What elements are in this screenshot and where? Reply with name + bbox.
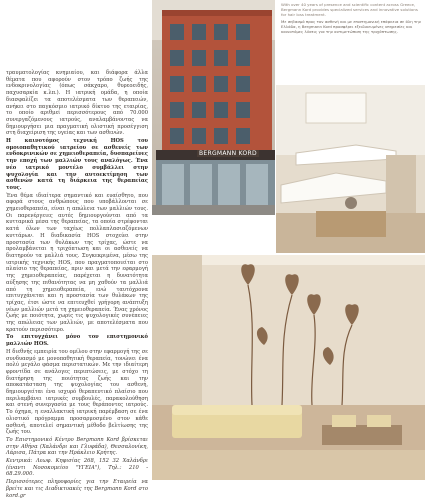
article-column: [6, 70, 148, 500]
building-illustration: [152, 0, 275, 215]
contact-line-1: Το Επιστημονικό Κέντρο Bergmann Kord βρίσκεται στην Αθήνα (Χαλάνδρι και Γλυφάδα), Θεσσαλονίκη, Λάρισα, Πάτρα και την Ηράκλειο Κρήτης.: [6, 436, 148, 457]
article-paragraph-end: Η διεθνής εμπειρία του ομίλου στην εφαρμογή της σε συνδυασμό με μονοπαθητική θεραπεία, τονώνει ένα πολύ μεγάλο φάσμα περιστατικών. Με την ιδιαίτερη φροντίδα σε ανάλογες περιπτώσεις, με στόχο τη διατήρηση της ποιότητας ζωής και την αποκατάσταση της ψυχολογίας του ασθενή, δημιουργείται ένα ισχυρό θεραπευτικό πλαίσιο που περιλαμβάνει ιατρικές συμβουλές, παρακολούθηση και στενή συνεργασία με τους θεράποντες ιατρούς. Το όχημα, η εναλλακτική ιατρική παρέμβαση σε ένα ολιστικό πρόγραμμα προσαρμοσμένο στον κάθε ασθενή, αποτελεί σημαντική μέθοδο βελτίωσης της ζωής του.: [6, 348, 148, 436]
article-paragraph-main: Ένα θέμα ιδιαίτερα σημαντικό και ευαίσθητο, που αφορά στους ανθρώπους που υποβάλλονται σε χημειοθεραπεία, είναι η απώλεια των μαλλιών τους. Οι παρενέργειες αυτές δημιουργούνται από τα κυτταρικά μέσα της θεραπείας, τα οποία στρέφονται κατά όλων των ταχέως πολλαπλασιαζόμενων κυττάρων. Η διαδικασία HOS στοχεύει στην προστασία των θυλάκων της τρίχας, ώστε να προλαμβάνεται η τριχόπτωση και οι ασθενείς να διατηρούν τα μαλλιά τους. Συγκεκριμένα, μέσω της ιατρικής τεχνικής HOS, που πραγματοποιείται στο πλαίσιο της θεραπείας, πριν και μετά την εφαρμογή της χημειοθεραπείας, παρέχεται η δυνατότητα αύξησης της πιθανότητας να μη χαθούν τα μαλλιά από τη χημειοθεραπεία, ενώ ταυτόχρονα επιτυγχάνεται και η προστασία των θυλάκων της τρίχας, έτσι ώστε να επιτευχθεί γρήγορη ανάπτυξη νέων μαλλιών μετά τη χημειοθεραπεία. Ένας χρόνος ζωής με ποιότητα, χωρίς τις ψυχολογικές συνέπειες της απώλειας των μαλλιών, με αποτελέσματα που κρατούν περισσότερο.: [6, 192, 148, 333]
contact-line-2: Κεντρικά: Λεωφ. Κηφισίας 268, 152 32 Χαλάνδρι (έναντι Νοσοκομείου "ΥΓΕΙΑ"), Τηλ.: 210 - 68.29.000.: [6, 458, 148, 478]
caption-greek: Με σεβασμό προς τον ασθενή και με επιστημονική επάρκεια σε όλη την Ελλάδα, η Bergmann Kord προσφέρει εξειδικευμένες υπηρεσίες και καινοτόμες λύσεις για την αντιμετώπιση της τριχόπτωσης.: [281, 18, 421, 35]
photo-caption: [281, 2, 421, 35]
building-photo: [152, 0, 275, 215]
treatment-room-illustration: [276, 85, 425, 253]
building-sign: BERGMANN KORD: [199, 150, 257, 157]
article-highlight-2: Το επιτυγχάνει μόνο τον επιστημονικό μαλλιών HOS.: [6, 334, 148, 348]
article-paragraph-intro: τραυματολογίας κνημιαίου, και διάφορα άλλα θέματα που αφορούν στον τρόπο ζωής της ενδοκρινολογίας (όπως σάκχαρο, θυρεοειδής, παχυσαρκία κ.λπ.). Η ιατρική ομάδα, η οποία διασφαλίζει τα αποτελέσματα των θεραπειών, ανήκει στο παγκόσμιο ιατρικό δίκτυο της εταιρίας, το οποίο αριθμεί περισσότερους από 70.000 συνεργαζόμενους ιατρούς, αναλαμβάνοντας να δημιουργήσει μια πραγματική ολιστική προσέγγιση στη διαχείριση της υγείας και των ασθενών.: [6, 70, 148, 137]
treatment-room-photo: [276, 85, 425, 253]
lobby-photo: [152, 255, 425, 480]
contact-line-3: Περισσότερες πληροφορίες για την Εταιρεία να βρείτε και τις Διαδικτυακές της Bergmann Kord στο kord.gr: [6, 479, 148, 499]
caption-english: With over 40 years of presence and scientific content across Greece, Bergmann Kord provides specialized services and innovative solutions for hair loss treatment.: [281, 2, 418, 18]
lobby-illustration: [152, 255, 425, 480]
article-highlight-1: Η καινοτόμος τεχνική HOS του ομοιοπαθητικού ιατρείου σε ασθενείς των ενδοκρινικών σε χημειοθεραπεία, δυσπαρείνες την εποχή των μαλλιών τους αναλόγως. Ένα νέο ιατρικό μοντέλο συμβάλλει στην ψυχολογία και την αυτοεκτίμηση των ασθενών κατά τη διάρκεια της θεραπείας τους.: [6, 138, 148, 191]
